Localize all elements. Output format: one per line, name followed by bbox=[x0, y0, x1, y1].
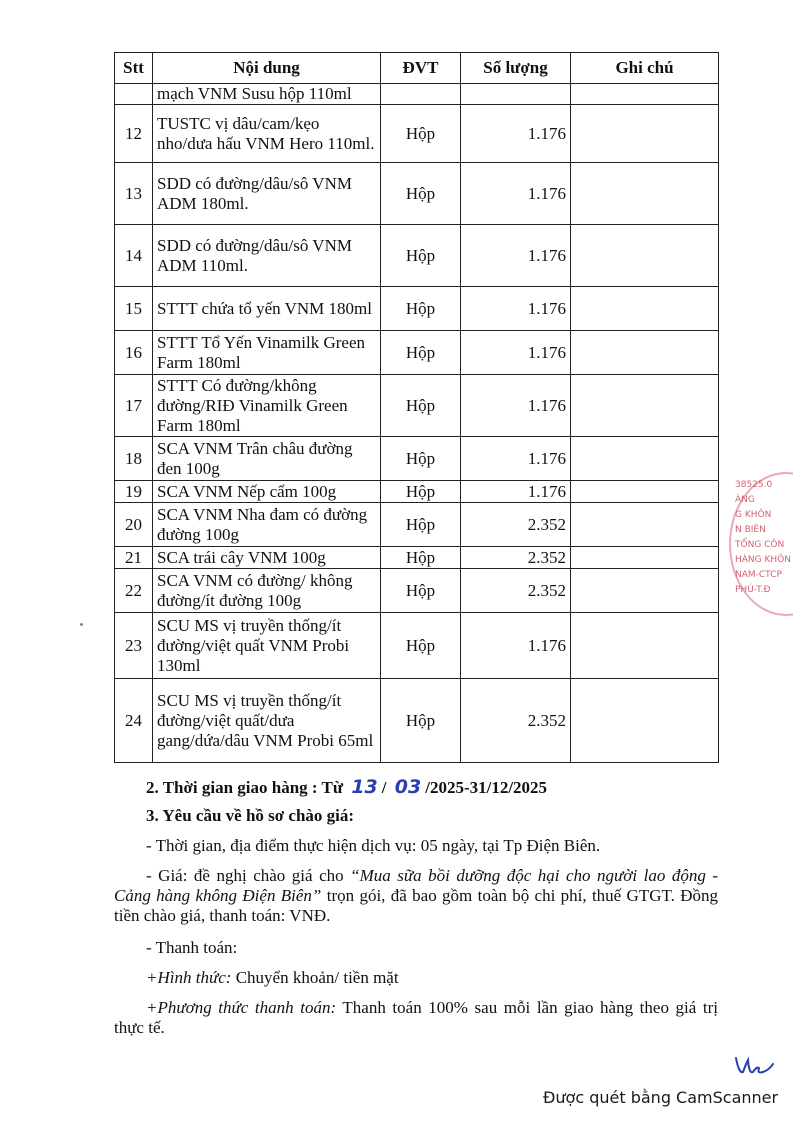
cell-stt: 13 bbox=[115, 163, 153, 225]
header-note: Ghi chú bbox=[571, 53, 719, 84]
cell-stt: 23 bbox=[115, 613, 153, 679]
cell-quantity: 1.176 bbox=[461, 331, 571, 375]
signature-mark bbox=[733, 1054, 777, 1080]
table-row bbox=[115, 105, 719, 163]
requirements-heading: 3. Yêu cầu về hồ sơ chào giá: bbox=[146, 806, 355, 825]
cell-stt: 15 bbox=[115, 287, 153, 331]
delivery-line bbox=[146, 776, 547, 798]
cell-note bbox=[571, 105, 719, 163]
stamp-line: 38525.0 bbox=[735, 480, 773, 490]
cell-stt: 17 bbox=[115, 375, 153, 437]
stamp-text bbox=[735, 478, 791, 598]
price-quote: “Mua sữa bồi dưỡng độc hại cho người lao động - Cảng hàng không Điện Biên” bbox=[114, 866, 718, 905]
cell-stt: 18 bbox=[115, 437, 153, 481]
stamp-line: N BIÊN bbox=[735, 525, 766, 535]
table-header-row bbox=[115, 53, 719, 84]
cell-unit: Hộp bbox=[381, 481, 461, 503]
delivery-rest: /2025-31/12/2025 bbox=[425, 778, 548, 797]
cell-unit: Hộp bbox=[381, 569, 461, 613]
cell-stt bbox=[115, 84, 153, 105]
cell-unit: Hộp bbox=[381, 225, 461, 287]
cell-content: SCU MS vị truyền thống/ít đường/việt quất VNM Probi 130ml bbox=[153, 613, 381, 679]
header-quantity: Số lượng bbox=[461, 53, 571, 84]
table-row bbox=[115, 679, 719, 763]
header-content: Nội dung bbox=[153, 53, 381, 84]
camscanner-watermark: Được quét bằng CamScanner bbox=[543, 1088, 779, 1107]
cell-content: mạch VNM Susu hộp 110ml bbox=[153, 84, 381, 105]
requirements-time-place: - Thời gian, địa điểm thực hiện dịch vụ: 05 ngày, tại Tp Điện Biên. bbox=[146, 836, 601, 855]
cell-unit: Hộp bbox=[381, 503, 461, 547]
cell-unit: Hộp bbox=[381, 547, 461, 569]
header-unit: ĐVT bbox=[381, 53, 461, 84]
cell-quantity: 1.176 bbox=[461, 225, 571, 287]
cell-stt: 12 bbox=[115, 105, 153, 163]
cell-unit: Hộp bbox=[381, 105, 461, 163]
items-table bbox=[114, 52, 719, 763]
delivery-sep: / bbox=[381, 778, 387, 797]
delivery-label: 2. Thời gian giao hàng : Từ bbox=[146, 778, 344, 797]
cell-stt: 22 bbox=[115, 569, 153, 613]
cell-stt: 19 bbox=[115, 481, 153, 503]
cell-note bbox=[571, 287, 719, 331]
scan-speck bbox=[80, 623, 83, 626]
cell-note bbox=[571, 437, 719, 481]
cell-content: SDD có đường/dâu/sô VNM ADM 110ml. bbox=[153, 225, 381, 287]
cell-quantity: 1.176 bbox=[461, 163, 571, 225]
cell-unit: Hộp bbox=[381, 437, 461, 481]
stamp-line: HÀNG KHÔN bbox=[735, 555, 791, 565]
cell-content: STTT Có đường/không đường/RIĐ Vinamilk Green Farm 180ml bbox=[153, 375, 381, 437]
table-row bbox=[115, 331, 719, 375]
cell-unit bbox=[381, 84, 461, 105]
cell-content: SDD có đường/dâu/sô VNM ADM 180ml. bbox=[153, 163, 381, 225]
cell-quantity: 1.176 bbox=[461, 437, 571, 481]
cell-quantity: 1.176 bbox=[461, 613, 571, 679]
cell-stt: 24 bbox=[115, 679, 153, 763]
table-row bbox=[115, 163, 719, 225]
cell-stt: 16 bbox=[115, 331, 153, 375]
cell-content: SCA trái cây VNM 100g bbox=[153, 547, 381, 569]
payment-form-value: Chuyển khoản/ tiền mặt bbox=[231, 968, 399, 987]
cell-quantity: 2.352 bbox=[461, 547, 571, 569]
table-row-continued bbox=[115, 84, 719, 105]
cell-content: SCA VNM Nếp cẩm 100g bbox=[153, 481, 381, 503]
header-stt: Stt bbox=[115, 53, 153, 84]
company-stamp bbox=[729, 472, 793, 612]
payment-form-label: +Hình thức: bbox=[146, 968, 232, 987]
cell-content: SCU MS vị truyền thống/ít đường/việt quất/dưa gang/dứa/dâu VNM Probi 65ml bbox=[153, 679, 381, 763]
cell-content: SCA VNM Nha đam có đường đường 100g bbox=[153, 503, 381, 547]
cell-stt: 14 bbox=[115, 225, 153, 287]
cell-note bbox=[571, 547, 719, 569]
cell-content: STTT Tổ Yến Vinamilk Green Farm 180ml bbox=[153, 331, 381, 375]
table-row bbox=[115, 613, 719, 679]
cell-quantity: 1.176 bbox=[461, 287, 571, 331]
cell-unit: Hộp bbox=[381, 163, 461, 225]
delivery-day-handwritten: 13 bbox=[351, 776, 378, 798]
cell-note bbox=[571, 331, 719, 375]
cell-note bbox=[571, 84, 719, 105]
cell-note bbox=[571, 569, 719, 613]
table-row bbox=[115, 547, 719, 569]
payment-method-label: +Phương thức thanh toán: bbox=[146, 998, 337, 1017]
cell-unit: Hộp bbox=[381, 331, 461, 375]
cell-unit: Hộp bbox=[381, 679, 461, 763]
cell-unit: Hộp bbox=[381, 375, 461, 437]
cell-quantity: 1.176 bbox=[461, 375, 571, 437]
cell-stt: 21 bbox=[115, 547, 153, 569]
payment-method bbox=[114, 998, 718, 1038]
stamp-line: ÀNG bbox=[735, 495, 755, 505]
cell-unit: Hộp bbox=[381, 613, 461, 679]
cell-content: TUSTC vị dâu/cam/kẹo nho/dưa hấu VNM Hero 110ml. bbox=[153, 105, 381, 163]
cell-content: STTT chứa tổ yến VNM 180ml bbox=[153, 287, 381, 331]
cell-quantity: 1.176 bbox=[461, 481, 571, 503]
payment-method-value: Thanh toán 100% sau mỗi lần giao hàng theo giá trị thực tế. bbox=[114, 998, 718, 1037]
table-row bbox=[115, 225, 719, 287]
price-suffix: trọn gói, đã bao gồm toàn bộ chi phí, thuế GTGT. Đồng tiền chào giá, thanh toán: VNĐ. bbox=[114, 886, 718, 925]
cell-quantity: 2.352 bbox=[461, 569, 571, 613]
cell-stt: 20 bbox=[115, 503, 153, 547]
cell-note bbox=[571, 481, 719, 503]
delivery-month-handwritten: 03 bbox=[394, 776, 422, 798]
cell-note bbox=[571, 225, 719, 287]
cell-note bbox=[571, 375, 719, 437]
stamp-line: G KHÔN bbox=[735, 510, 772, 520]
cell-quantity bbox=[461, 84, 571, 105]
table-row bbox=[115, 569, 719, 613]
requirements-price bbox=[114, 866, 718, 926]
table-row bbox=[115, 503, 719, 547]
cell-note bbox=[571, 679, 719, 763]
payment-heading: - Thanh toán: bbox=[146, 938, 238, 957]
cell-note bbox=[571, 503, 719, 547]
cell-note bbox=[571, 163, 719, 225]
cell-note bbox=[571, 613, 719, 679]
cell-content: SCA VNM Trân châu đường đen 100g bbox=[153, 437, 381, 481]
cell-quantity: 1.176 bbox=[461, 105, 571, 163]
payment-form bbox=[146, 968, 399, 988]
price-prefix: - Giá: đề nghị chào giá cho bbox=[146, 866, 351, 885]
stamp-line: PHÚ-T.Đ bbox=[735, 585, 771, 595]
cell-quantity: 2.352 bbox=[461, 679, 571, 763]
table-row bbox=[115, 287, 719, 331]
table-row bbox=[115, 437, 719, 481]
stamp-line: TỔNG CÔN bbox=[735, 540, 785, 550]
cell-unit: Hộp bbox=[381, 287, 461, 331]
cell-content: SCA VNM có đường/ không đường/ít đường 100g bbox=[153, 569, 381, 613]
stamp-line: NAM-CTCP bbox=[735, 570, 782, 580]
table-row bbox=[115, 375, 719, 437]
table-row bbox=[115, 481, 719, 503]
cell-quantity: 2.352 bbox=[461, 503, 571, 547]
